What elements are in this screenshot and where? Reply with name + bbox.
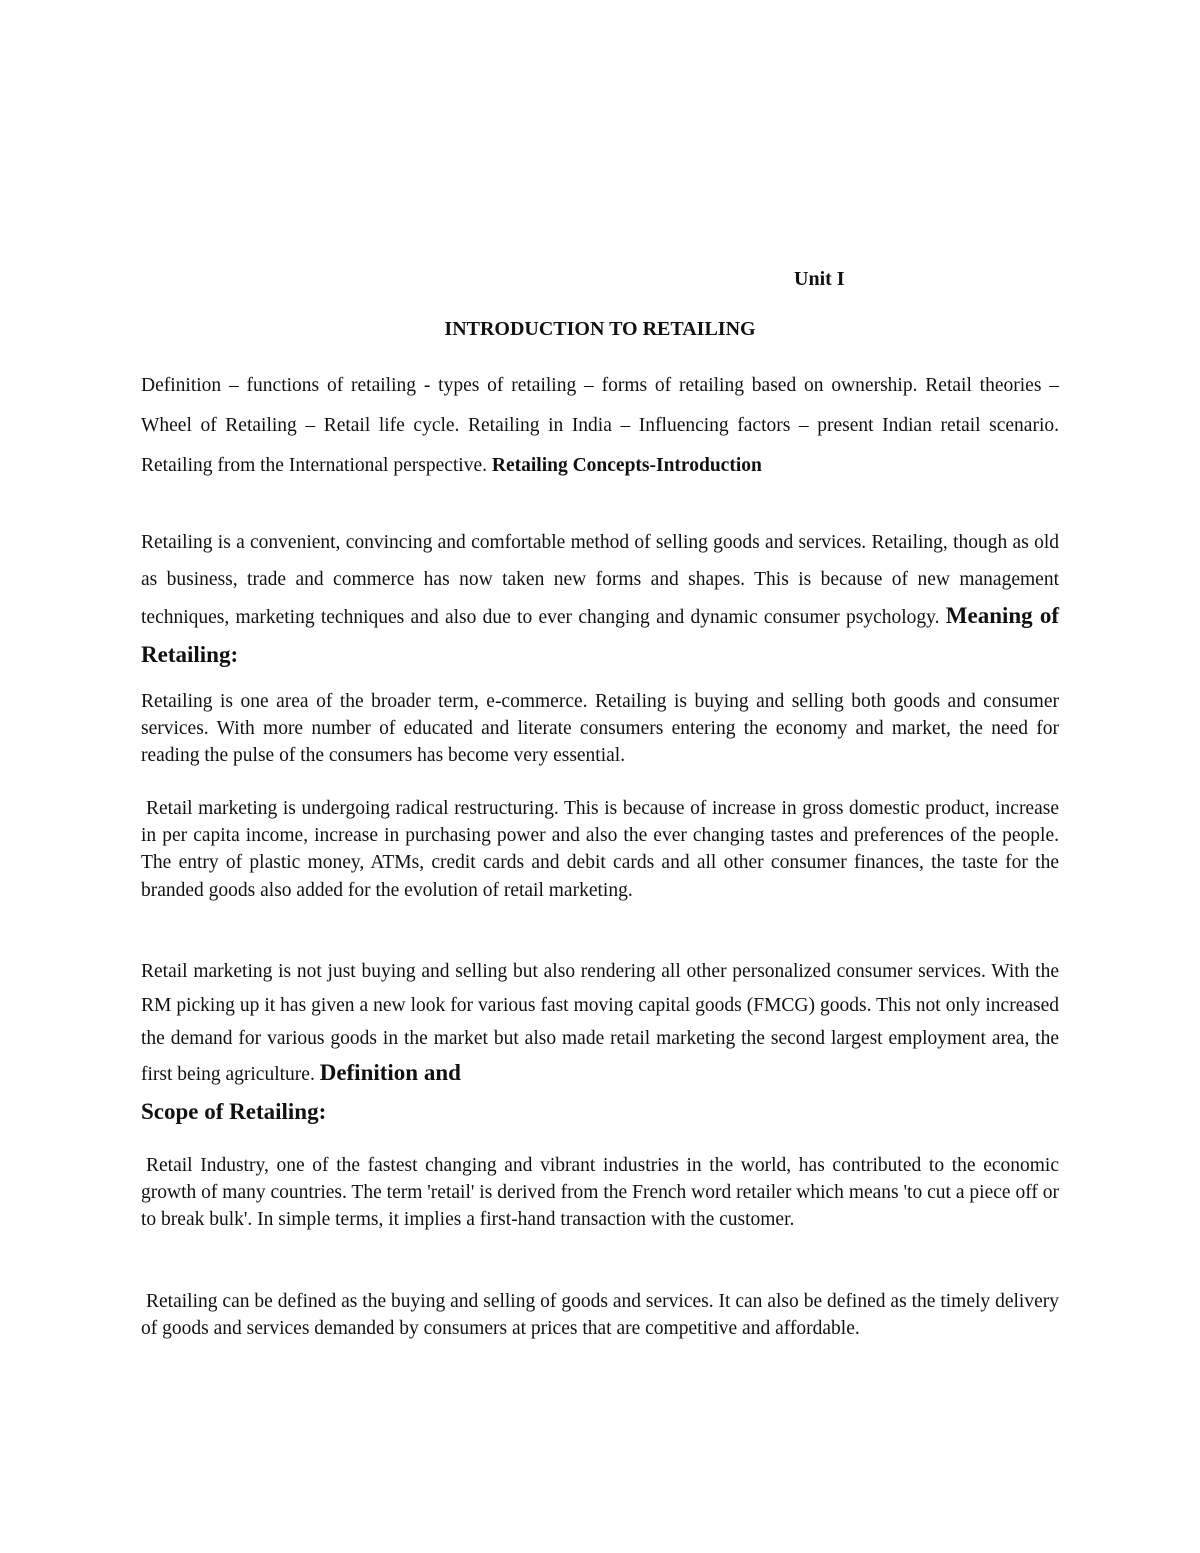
retailing-concepts-heading: Retailing Concepts-Introduction: [491, 455, 762, 476]
rm-paragraph: [141, 955, 1059, 1129]
industry-paragraph: Retail Industry, one of the fastest changing and vibrant industries in the world, has contributed to the economic growth of many countries. The term 'retail' is derived from the French word retailer which means 'to cut a piece off or to break bulk'. In simple terms, it implies a first-hand transaction with the customer.: [141, 1155, 1059, 1230]
restructuring-paragraph: Retail marketing is undergoing radical restructuring. This is because of increase in gross domestic product, increase in per capita income, increase in purchasing power and also the ever changing tastes and preferences of the people. The entry of plastic money, ATMs, credit cards and debit cards and all other consumer finances, the taste for the branded goods also added for the evolution of retail marketing.: [141, 798, 1059, 901]
definition-paragraph: Retailing can be defined as the buying and selling of goods and services. It can also be defined as the timely delivery of goods and services demanded by consumers at prices that are competitive and affordable.: [141, 1291, 1059, 1339]
intro-text: Retailing is a convenient, convincing and comfortable method of selling goods and services. Retailing, though as old as business, trade and commerce has now taken new forms and shapes. This is because of new management techniques, marketing techniques and also due to ever changing and dynamic consumer psychology.: [141, 532, 1059, 628]
syllabus-paragraph: [141, 366, 1059, 486]
meaning-paragraph: Retailing is one area of the broader term, e-commerce. Retailing is buying and selling both goods and consumer services. With more number of educated and literate consumers entering the economy and market, the need for reading the pulse of the consumers has become very essential.: [141, 691, 1059, 766]
unit-label: Unit I: [794, 268, 845, 290]
scope-of-retailing-heading: Scope of Retailing:: [141, 1099, 327, 1124]
intro-paragraph: [141, 525, 1059, 675]
page-title: INTRODUCTION TO RETAILING: [444, 318, 756, 340]
syllabus-text: Definition – functions of retailing - types of retailing – forms of retailing based on ownership. Retail theories – Wheel of Retailing – Retail life cycle. Retailing in India – Influencing factors – present Indian retail scenario. Retailing from the International perspective.: [141, 375, 1059, 476]
definition-and-heading: Definition and: [319, 1059, 461, 1085]
rm-text: Retail marketing is not just buying and selling but also rendering all other personalized consumer services. With the RM picking up it has given a new look for various fast moving capital goods (FMCG) goods. This not only increased the demand for various goods in the market but also made retail marketing the second largest employment area, the first being agriculture.: [141, 961, 1059, 1085]
meaning-of-retailing-heading: Meaning of Retailing:: [141, 603, 1059, 667]
